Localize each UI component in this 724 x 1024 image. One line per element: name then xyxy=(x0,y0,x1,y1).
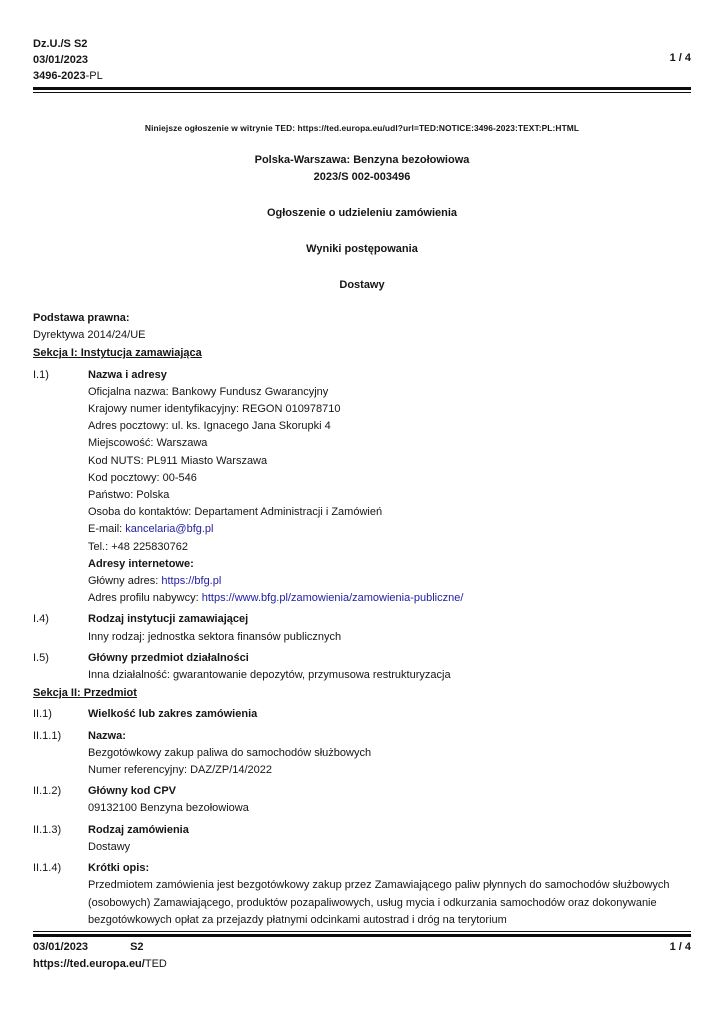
item-line: Numer referencyjny: DAZ/ZP/14/2022 xyxy=(88,764,273,777)
notice-item xyxy=(33,367,691,608)
notice-item xyxy=(33,706,691,723)
notice-title: Polska-Warszawa: Benzyna bezołowiowa xyxy=(254,154,470,166)
notice-item xyxy=(33,611,691,645)
item-number: II.1.1) xyxy=(33,729,62,742)
procedure-results-label: Wyniki postępowania xyxy=(306,243,418,255)
item-line: Kod pocztowy: 00-546 xyxy=(88,471,197,484)
item-line: Oficjalna nazwa: Bankowy Fundusz Gwarancyjny xyxy=(88,385,329,398)
notice-reference: 2023/S 002-003496 xyxy=(313,171,411,183)
item-number: II.1.3) xyxy=(33,823,62,836)
item-line: Bezgotówkowy zakup paliwa do samochodów służbowych xyxy=(88,746,372,759)
footer-date: 03/01/2023 xyxy=(33,941,89,953)
footer-page-indicator: 1 / 4 xyxy=(669,941,691,953)
notice-title-block xyxy=(33,152,691,186)
item-heading: Rodzaj instytucji zamawiającej xyxy=(88,613,249,626)
body-blocks xyxy=(33,310,691,929)
header-rule xyxy=(33,87,691,93)
item-line: Adres pocztowy: ul. ks. Ignacego Jana Skorupki 4 xyxy=(88,420,331,433)
header-date: 03/01/2023 xyxy=(33,54,89,66)
item-number: II.1.2) xyxy=(33,785,62,798)
document-number xyxy=(33,68,691,84)
item-line: Dostawy xyxy=(88,840,131,853)
item-line-label: Główny adres: xyxy=(88,575,162,588)
notice-item xyxy=(33,822,691,856)
item-content xyxy=(88,822,691,856)
item-heading: Wielkość lub zakres zamówienia xyxy=(88,708,258,721)
item-line: Tel.: +48 225830762 xyxy=(88,540,189,553)
item-content xyxy=(88,860,691,929)
item-content xyxy=(88,783,691,817)
footer-url xyxy=(33,956,691,973)
notice-item xyxy=(33,860,691,929)
item-content xyxy=(88,728,691,780)
notice-item xyxy=(33,783,691,817)
item-line xyxy=(88,573,691,590)
item-line xyxy=(88,590,691,607)
item-number: II.1.4) xyxy=(33,862,62,875)
footer-rule xyxy=(33,931,691,937)
item-heading: Rodzaj zamówienia xyxy=(88,823,189,836)
page-footer xyxy=(33,931,691,973)
footer-series: S2 xyxy=(130,941,144,953)
legal-basis-value: Dyrektywa 2014/24/UE xyxy=(33,329,146,342)
item-content xyxy=(88,706,691,723)
journal-reference: Dz.U./S S2 xyxy=(33,38,88,50)
notice-type: Ogłoszenie o udzieleniu zamówienia xyxy=(266,207,458,219)
item-line: Inny rodzaj: jednostka sektora finansów publicznych xyxy=(88,630,342,643)
item-content xyxy=(88,650,691,684)
notice-item xyxy=(33,650,691,684)
item-heading: Główny przedmiot działalności xyxy=(88,651,249,664)
item-line: Inna działalność: gwarantowanie depozytów, przymusowa restrukturyzacja xyxy=(88,669,451,682)
item-number: I.1) xyxy=(33,368,49,381)
section-heading: Sekcja I: Instytucja zamawiająca xyxy=(33,347,202,360)
item-line: Kod NUTS: PL911 Miasto Warszawa xyxy=(88,454,268,467)
inline-link[interactable]: kancelaria@bfg.pl xyxy=(125,523,214,536)
item-heading: Krótki opis: xyxy=(88,862,150,875)
footer-row xyxy=(33,939,691,956)
footer-url-suffix: TED xyxy=(144,958,167,970)
item-line-label: E-mail: xyxy=(88,523,126,536)
inline-link[interactable]: https://www.bfg.pl/zamowienia/zamowienia-publiczne/ xyxy=(201,592,464,605)
item-line-label: Adres profilu nabywcy: xyxy=(88,592,202,605)
item-line: Państwo: Polska xyxy=(88,489,170,502)
legal-basis-label: Podstawa prawna: xyxy=(33,312,130,324)
document-number-lang: -PL xyxy=(85,70,103,82)
item-line xyxy=(88,556,691,573)
item-line: Miejscowość: Warszawa xyxy=(88,437,208,450)
footer-url-main: https://ted.europa.eu/ xyxy=(33,958,145,970)
item-number: I.5) xyxy=(33,651,49,664)
header-page-indicator: 1 / 4 xyxy=(669,52,691,64)
item-heading: Nazwa: xyxy=(88,729,126,742)
item-line-bold: Adresy internetowe: xyxy=(88,557,194,570)
notice-item xyxy=(33,728,691,780)
item-heading: Nazwa i adresy xyxy=(88,368,167,381)
item-line xyxy=(88,521,691,538)
item-line: Przedmiotem zamówienia jest bezgotówkowy zakup przez Zamawiającego paliw płynnych do samochodów służbowych (osobowych) Zamawiającego, produktów pozapaliwowych, usług mycia i odkurzania samochodów oraz dokonywanie bezgotówkowych opłat za przejazdy płatnymi odcinkami autostrad i dróg na terytorium xyxy=(88,879,670,926)
item-content xyxy=(88,367,691,608)
item-number: II.1) xyxy=(33,708,52,721)
contract-kind-label: Dostawy xyxy=(339,279,385,291)
ted-notice-url-line: Niniejsze ogłoszenie w witrynie TED: https://ted.europa.eu/udl?url=TED:NOTICE:3496-2023:TEXT:PL:HTML xyxy=(144,123,580,133)
inline-link[interactable]: https://bfg.pl xyxy=(161,575,222,588)
item-line: Krajowy numer identyfikacyjny: REGON 010978710 xyxy=(88,403,341,416)
item-line: Osoba do kontaktów: Departament Administracji i Zamówień xyxy=(88,506,383,519)
item-content xyxy=(88,611,691,645)
item-line: 09132100 Benzyna bezołowiowa xyxy=(88,802,249,815)
item-number: I.4) xyxy=(33,613,49,626)
document-number-main: 3496-2023 xyxy=(33,70,86,82)
page-header xyxy=(33,0,691,93)
section-heading: Sekcja II: Przedmiot xyxy=(33,687,137,700)
footer-date-series xyxy=(33,939,144,956)
item-heading: Główny kod CPV xyxy=(88,785,177,798)
